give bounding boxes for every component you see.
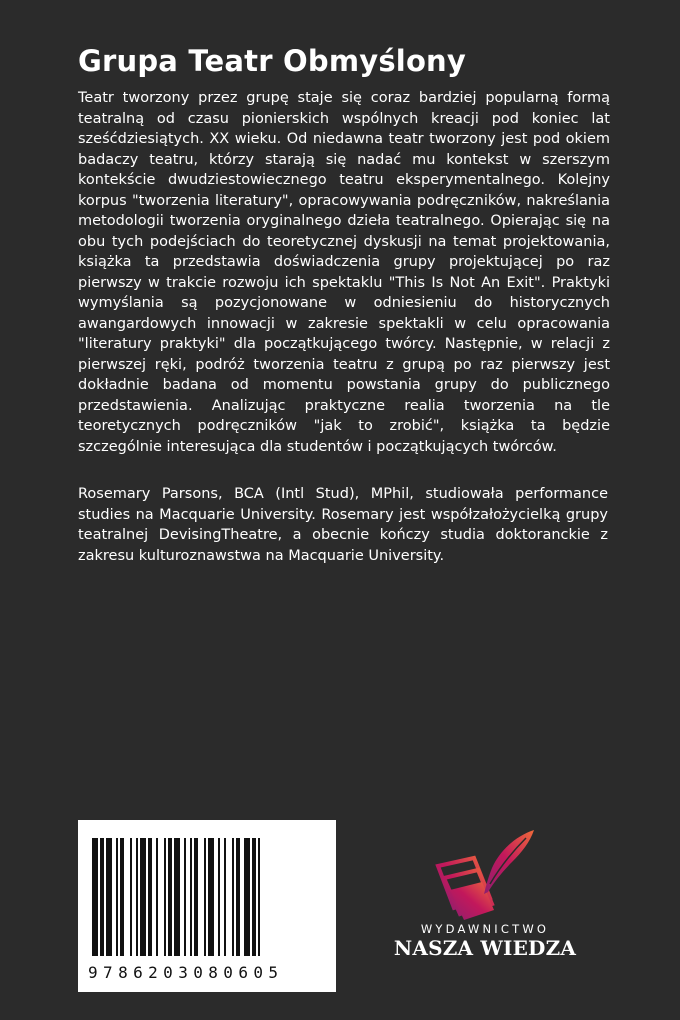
barcode-bar [204,838,206,956]
book-title: Grupa Teatr Obmyślony [78,44,467,78]
publisher-name: NASZA WIEDZA [393,936,577,960]
barcode-bar [130,838,132,956]
barcode-bar [208,838,214,956]
barcode-bar [148,838,152,956]
isbn-barcode [78,820,336,992]
barcode-bar [168,838,172,956]
barcode-bar [156,838,158,956]
publisher-logo [390,828,580,968]
barcode-bar [190,838,192,956]
barcode-bar [106,838,112,956]
barcode-bar [140,838,146,956]
book-and-quill-icon [430,828,540,920]
barcode-bar [218,838,220,956]
isbn-digits: 9786203080605 [88,963,284,982]
barcode-bar [164,838,166,956]
barcode-bar [120,838,124,956]
barcode-bar [258,838,260,956]
barcode-bar [232,838,234,956]
barcode-bar [184,838,186,956]
barcode-bar [252,838,256,956]
barcode-bar [116,838,118,956]
barcode-bar [174,838,180,956]
book-description: Teatr tworzony przez grupę staje się coraz bardziej popularną formą teatralną od czasu pionierskich wspólnych kreacji pod koniec lat sześćdziesiątych. XX wieku. Od niedawna teatr tworzony jest pod okiem badaczy teatru, którzy starają się nadać mu kontekst w szerszym kontekście dwudziestowiecznego teatru eksperymentalnego. Kolejny korpus "tworzenia literatury", opracowywania podręczników, nakreślania metodologii tworzenia oryginalnego dzieła teatralnego. Opierając się na obu tych podejściach do teoretycznej dyskusji na temat projektowania, książka ta przedstawia doświadczenia grupy projektującej po raz pierwszy w trakcie rozwoju ich spektaklu "This Is Not An Exit". Praktyki wymyślania są pozycjonowane w odniesieniu do historycznych awangardowych innowacji w zakresie spektakli w celu opracowania "literatury praktyki" dla początkującego twórcy. Następnie, w relacji z pierwszej ręki, podróż tworzenia teatru z grupą po raz pierwszy jest dokładnie badana od momentu powstania grupy do publicznego przedstawienia. Analizując praktyczne realia tworzenia na tle teoretycznych podręczników "jak to zrobić", książka ta będzie szczególnie interesująca dla studentów i początkujących twórców. [78,90,610,455]
barcode-bar [136,838,138,956]
barcode-bar [100,838,104,956]
barcode-bar [224,838,226,956]
author-bio: Rosemary Parsons, BCA (Intl Stud), MPhil, studiowała performance studies na Macquarie University. Rosemary jest współzałożycielką grupy teatralnej DevisingTheatre, a obecnie kończy studia doktoranckie z zakresu kulturoznawstwa na Macquarie University. [78,486,608,564]
barcode-bar [236,838,240,956]
barcode-bar [244,838,250,956]
publisher-label: WYDAWNICTWO [420,922,550,936]
barcode-bar [92,838,98,956]
barcode-bar [194,838,198,956]
